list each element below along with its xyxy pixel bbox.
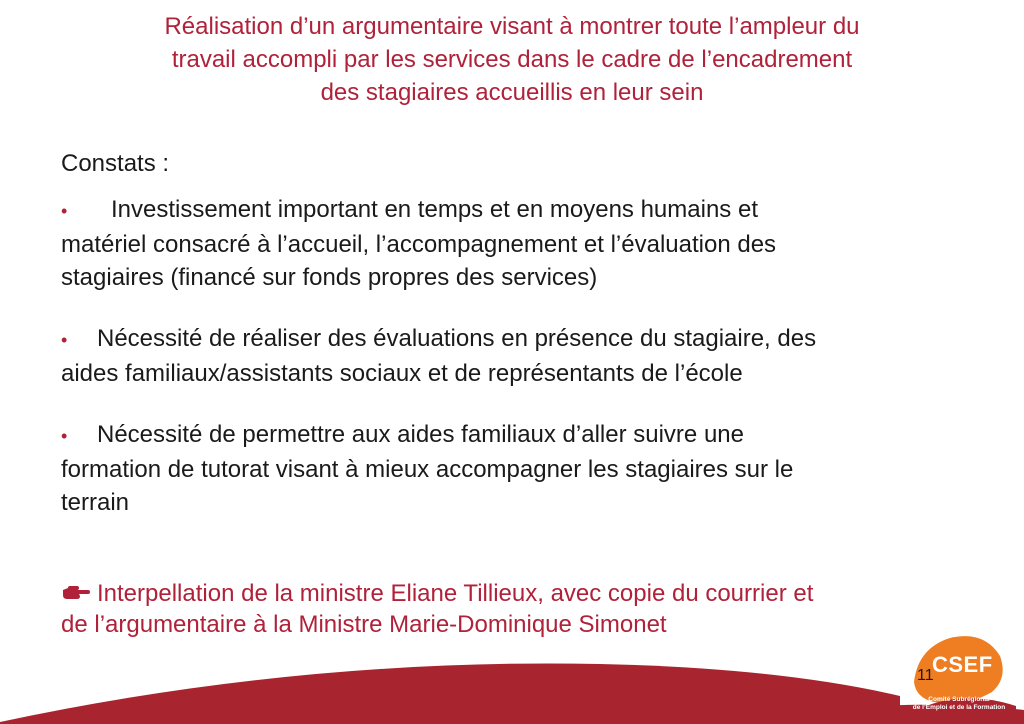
bullet-marker: • bbox=[61, 330, 68, 350]
bullet-text: Nécessité de permettre aux aides familiaux d’aller suivre une bbox=[97, 421, 744, 448]
page-number: 11 bbox=[917, 667, 934, 684]
bullet-item bbox=[61, 322, 991, 390]
logo-wordmark: CSEF bbox=[932, 652, 993, 677]
bullet-text: Nécessité de réaliser des évaluations en présence du stagiaire, des bbox=[97, 325, 817, 352]
bullet-item bbox=[61, 418, 991, 519]
logo-caption-line: Comité Subrégional bbox=[928, 696, 990, 703]
section-heading: Constats : bbox=[61, 150, 170, 177]
conclusion-text bbox=[61, 578, 1001, 640]
bullet-text: Investissement important en temps et en moyens humains et bbox=[111, 196, 758, 223]
pointing-hand-icon bbox=[61, 583, 91, 603]
conclusion-line: Interpellation de la ministre Eliane Tillieux, avec copie du courrier et bbox=[97, 580, 814, 607]
bullet-text: matériel consacré à l’accueil, l’accompagnement et l’évaluation des bbox=[61, 231, 777, 258]
bullet-marker: • bbox=[61, 426, 68, 446]
bullet-text: aides familiaux/assistants sociaux et de représentants de l’école bbox=[61, 360, 743, 387]
footer-wave bbox=[0, 650, 1024, 724]
bullet-text: terrain bbox=[61, 489, 130, 516]
title-line: des stagiaires accueillis en leur sein bbox=[320, 79, 704, 106]
title-line: travail accompli par les services dans le cadre de l’encadrement bbox=[171, 46, 853, 73]
slide-title bbox=[40, 10, 984, 109]
logo-caption bbox=[896, 696, 1022, 712]
title-line: Réalisation d’un argumentaire visant à montrer toute l’ampleur du bbox=[164, 13, 860, 40]
bullet-text: formation de tutorat visant à mieux accompagner les stagiaires sur le bbox=[61, 456, 794, 483]
bullet-marker: • bbox=[61, 201, 68, 221]
bullet-text: stagiaires (financé sur fonds propres des services) bbox=[61, 264, 598, 291]
conclusion-line: de l’argumentaire à la Ministre Marie-Dominique Simonet bbox=[61, 611, 667, 638]
logo-caption-line: de l’Emploi et de la Formation bbox=[912, 704, 1006, 711]
bullet-item bbox=[61, 193, 991, 294]
